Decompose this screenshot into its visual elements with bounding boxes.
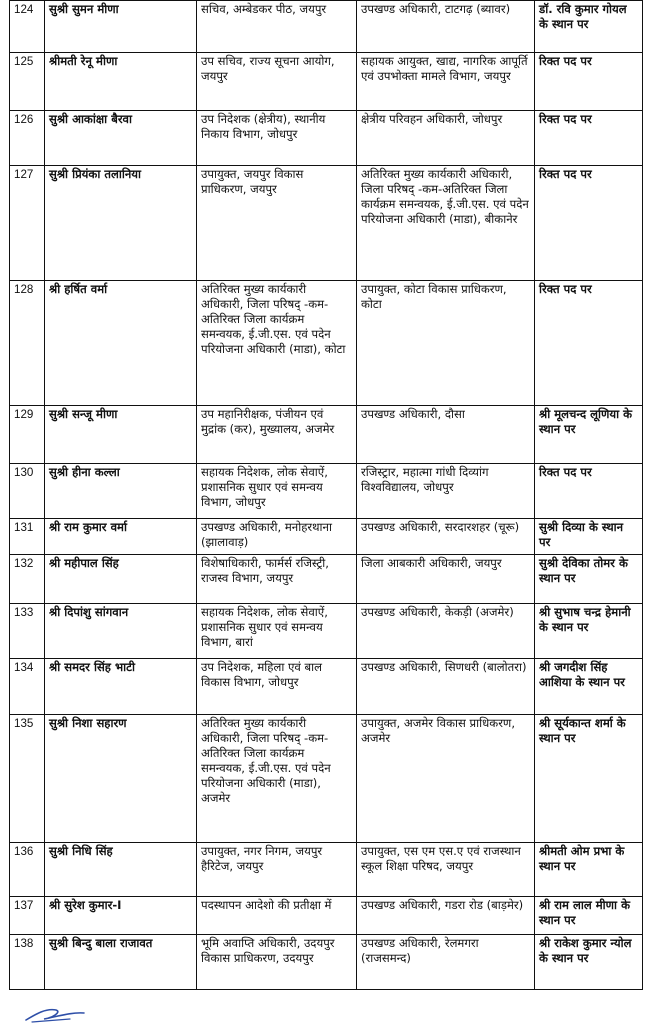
replacement-remark: रिक्त पद पर [535, 464, 643, 519]
table-row [10, 281, 643, 406]
current-posting: अतिरिक्त मुख्य कार्यकारी अधिकारी, जिला परिषद् -कम-अतिरिक्त जिला कार्यक्रम समन्वयक, ई.जी.एस. एवं पदेन परियोजना अधिकारी (माडा), अजमेर [197, 715, 357, 843]
table-row [10, 1, 643, 53]
current-posting: सहायक निदेशक, लोक सेवाऐं, प्रशासनिक सुधार एवं समन्वय विभाग, बारां [197, 604, 357, 659]
new-posting: अतिरिक्त मुख्य कार्यकारी अधिकारी, जिला परिषद् -कम-अतिरिक्त जिला कार्यक्रम समन्वयक, ई.जी.एस. एवं पदेन परियोजना अधिकारी (माडा), बीकानेर [357, 166, 535, 281]
serial-number: 135 [10, 715, 45, 843]
current-posting: भूमि अवाप्ति अधिकारी, उदयपुर विकास प्राधिकरण, उदयपुर [197, 935, 357, 990]
serial-number: 124 [10, 1, 45, 53]
serial-number: 133 [10, 604, 45, 659]
current-posting: उप निदेशक (क्षेत्रीय), स्थानीय निकाय विभाग, जोधपुर [197, 111, 357, 166]
serial-number: 130 [10, 464, 45, 519]
new-posting: सहायक आयुक्त, खाद्य, नागरिक आपूर्ति एवं उपभोक्ता मामले विभाग, जयपुर [357, 53, 535, 111]
current-posting: सचिव, अम्बेडकर पीठ, जयपुर [197, 1, 357, 53]
serial-number: 137 [10, 897, 45, 935]
new-posting: उपायुक्त, एस एम एस.ए एवं राजस्थान स्कूल शिक्षा परिषद, जयपुर [357, 843, 535, 897]
new-posting: उपखण्ड अधिकारी, केकड़ी (अजमेर) [357, 604, 535, 659]
officer-name: श्री हर्षित वर्मा [45, 281, 197, 406]
table-row [10, 555, 643, 604]
officer-name: सुश्री सुमन मीणा [45, 1, 197, 53]
serial-number: 127 [10, 166, 45, 281]
replacement-remark: रिक्त पद पर [535, 53, 643, 111]
officer-name: श्री दिपांशु सांगवान [45, 604, 197, 659]
new-posting: रजिस्ट्रार, महात्मा गांधी दिव्यांग विश्वविद्यालय, जोधपुर [357, 464, 535, 519]
new-posting: जिला आबकारी अधिकारी, जयपुर [357, 555, 535, 604]
current-posting: उपखण्ड अधिकारी, मनोहरथाना (झालावाड़) [197, 519, 357, 555]
serial-number: 136 [10, 843, 45, 897]
table-row [10, 406, 643, 464]
replacement-remark: श्री राम लाल मीणा के स्थान पर [535, 897, 643, 935]
replacement-remark: श्री राकेश कुमार न्योल के स्थान पर [535, 935, 643, 990]
new-posting: उपखण्ड अधिकारी, गडरा रोड (बाड़मेर) [357, 897, 535, 935]
new-posting: उपायुक्त, अजमेर विकास प्राधिकरण, अजमेर [357, 715, 535, 843]
officer-name: सुश्री आकांक्षा बैरवा [45, 111, 197, 166]
serial-number: 134 [10, 659, 45, 715]
officer-name: श्रीमती रेनू मीणा [45, 53, 197, 111]
transfer-table [9, 0, 643, 990]
current-posting: उपायुक्त, जयपुर विकास प्राधिकरण, जयपुर [197, 166, 357, 281]
replacement-remark: श्री सुभाष चन्द्र हेमानी के स्थान पर [535, 604, 643, 659]
replacement-remark: रिक्त पद पर [535, 111, 643, 166]
officer-name: श्री सुरेश कुमार-I [45, 897, 197, 935]
current-posting: उप महानिरीक्षक, पंजीयन एवं मुद्रांक (कर), मुख्यालय, अजमेर [197, 406, 357, 464]
table-row [10, 935, 643, 990]
table-row [10, 659, 643, 715]
replacement-remark: रिक्त पद पर [535, 166, 643, 281]
officer-name: सुश्री निधि सिंह [45, 843, 197, 897]
officer-name: सुश्री हीना कल्ला [45, 464, 197, 519]
serial-number: 128 [10, 281, 45, 406]
current-posting: विशेषाधिकारी, फार्मर्स रजिस्ट्री, राजस्व विभाग, जयपुर [197, 555, 357, 604]
new-posting: उपखण्ड अधिकारी, सिणधरी (बालोतरा) [357, 659, 535, 715]
officer-name: श्री समदर सिंह भाटी [45, 659, 197, 715]
current-posting: सहायक निदेशक, लोक सेवाऐं, प्रशासनिक सुधार एवं समन्वय विभाग, जोधपुर [197, 464, 357, 519]
serial-number: 138 [10, 935, 45, 990]
serial-number: 132 [10, 555, 45, 604]
table-row [10, 843, 643, 897]
replacement-remark: श्री मूलचन्द लूणिया के स्थान पर [535, 406, 643, 464]
replacement-remark: श्रीमती ओम प्रभा के स्थान पर [535, 843, 643, 897]
signature-mark [22, 1004, 92, 1024]
table-row [10, 53, 643, 111]
serial-number: 129 [10, 406, 45, 464]
new-posting: क्षेत्रीय परिवहन अधिकारी, जोधपुर [357, 111, 535, 166]
new-posting: उपायुक्त, कोटा विकास प्राधिकरण, कोटा [357, 281, 535, 406]
replacement-remark: सुश्री देविका तोमर के स्थान पर [535, 555, 643, 604]
current-posting: अतिरिक्त मुख्य कार्यकारी अधिकारी, जिला परिषद् -कम-अतिरिक्त जिला कार्यक्रम समन्वयक, ई.जी.एस. एवं पदेन परियोजना अधिकारी (माडा), कोटा [197, 281, 357, 406]
new-posting: उपखण्ड अधिकारी, रेलमगरा (राजसमन्द) [357, 935, 535, 990]
serial-number: 126 [10, 111, 45, 166]
officer-name: सुश्री निशा सहारण [45, 715, 197, 843]
current-posting: उप निदेशक, महिला एवं बाल विकास विभाग, जोधपुर [197, 659, 357, 715]
officer-name: सुश्री प्रियंका तलानिया [45, 166, 197, 281]
current-posting: उपायुक्त, नगर निगम, जयपुर हैरिटेज, जयपुर [197, 843, 357, 897]
serial-number: 125 [10, 53, 45, 111]
table-row [10, 464, 643, 519]
new-posting: उपखण्ड अधिकारी, दौसा [357, 406, 535, 464]
officer-name: सुश्री बिन्दु बाला राजावत [45, 935, 197, 990]
current-posting: पदस्थापन आदेशो की प्रतीक्षा में [197, 897, 357, 935]
replacement-remark: श्री सूर्यकान्त शर्मा के स्थान पर [535, 715, 643, 843]
officer-name: श्री राम कुमार वर्मा [45, 519, 197, 555]
table-row [10, 166, 643, 281]
replacement-remark: सुश्री दिव्या के स्थान पर [535, 519, 643, 555]
replacement-remark: डॉ. रवि कुमार गोयल के स्थान पर [535, 1, 643, 53]
replacement-remark: रिक्त पद पर [535, 281, 643, 406]
new-posting: उपखण्ड अधिकारी, टाटगढ़ (ब्यावर) [357, 1, 535, 53]
replacement-remark: श्री जगदीश सिंह आशिया के स्थान पर [535, 659, 643, 715]
table-row [10, 519, 643, 555]
officer-name: सुश्री सन्जू मीणा [45, 406, 197, 464]
table-row [10, 897, 643, 935]
table-row [10, 715, 643, 843]
table-row [10, 111, 643, 166]
table-row [10, 604, 643, 659]
new-posting: उपखण्ड अधिकारी, सरदारशहर (चूरू) [357, 519, 535, 555]
serial-number: 131 [10, 519, 45, 555]
officer-name: श्री महीपाल सिंह [45, 555, 197, 604]
current-posting: उप सचिव, राज्य सूचना आयोग, जयपुर [197, 53, 357, 111]
